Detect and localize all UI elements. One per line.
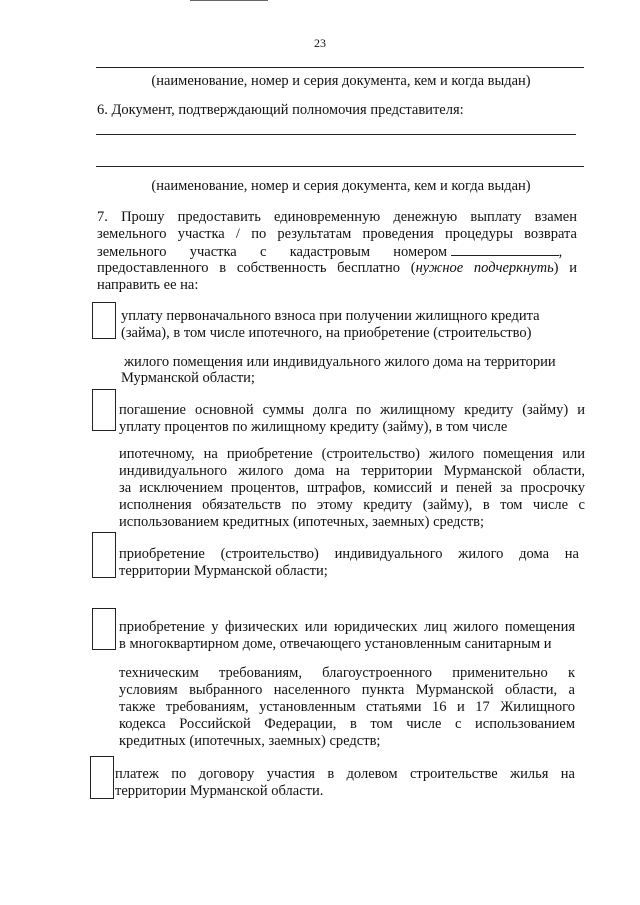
caption-2: (наименование, номер и серия документа, кем и когда выдан) [151,178,531,194]
option-2-line-2: уплату процентов по жилищному кредиту (займу), в том числе [119,419,508,435]
option-5-line-1: платеж по договору участия в долевом строительстве жилья на [115,766,575,782]
cadastral-label: земельного участка с кадастровым номером [97,244,447,260]
option-2-checkbox[interactable] [92,389,116,431]
option-3-line-1: приобретение (строительство) индивидуального жилого дома на [119,546,579,562]
item-7-line-3 [97,243,577,261]
option-5-checkbox[interactable] [90,756,114,799]
option-4-cont-2: условиям выбранного населенного пункта Мурманской области, а [119,682,575,698]
cadastral-number-field[interactable] [451,243,559,256]
page-number: 23 [314,36,326,50]
option-1-line-1: уплату первоначального взноса при получении жилищного кредита [121,308,540,324]
option-2-line-1: погашение основной суммы долга по жилищному кредиту (займу) и [119,402,585,418]
underline-hint: нужное подчеркнуть [415,260,554,276]
option-1-checkbox[interactable] [92,302,116,339]
fill-line-2[interactable] [96,134,576,135]
top-edge-mark [190,0,268,1]
fill-line-1 [96,67,584,68]
caption-1: (наименование, номер и серия документа, кем и когда выдан) [151,73,531,89]
item-7-line-2: земельного участка / по результатам проведения процедуры возврата [97,226,577,242]
option-2-cont-3: за исключением процентов, штрафов, комиссий и пеней за просрочку [119,480,585,496]
item-7-line-4-b: ) и [553,260,577,276]
option-4-cont-5: кредитных (ипотечных, заемных) средств; [119,733,381,749]
option-4-cont-4: кодекса Российской Федерации, в том числе с использованием [119,716,575,732]
option-1-cont-1: жилого помещения или индивидуального жилого дома на территории [124,354,556,370]
option-4-cont-1: техническим требованиям, благоустроенного применительно к [119,665,575,681]
option-5-line-2: территории Мурманской области. [115,783,324,799]
option-2-cont-2: индивидуального жилого дома на территории Мурманской области, [119,463,585,479]
cadastral-comma: , [558,244,563,260]
option-1-cont-2: Мурманской области; [121,370,255,386]
item-7-line-1: 7. Прошу предоставить единовременную денежную выплату взамен [97,209,577,225]
option-2-cont-5: использованием кредитных (ипотечных, заемных) средств; [119,514,485,530]
option-3-line-2: территории Мурманской области; [119,563,328,579]
option-3-checkbox[interactable] [92,532,116,578]
fill-line-3[interactable] [96,166,584,167]
option-2-cont-1: ипотечному, на приобретение (строительство) жилого помещения или [119,446,585,462]
option-4-cont-3: также требованиям, установленным статьями 16 и 17 Жилищного [119,699,575,715]
option-4-checkbox[interactable] [92,608,116,650]
item-6-label: 6. Документ, подтверждающий полномочия представителя: [97,102,464,118]
option-4-line-2: в многоквартирном доме, отвечающего установленным санитарным и [119,636,552,652]
item-7-line-5: направить ее на: [97,277,199,293]
item-7-line-4-a: предоставленного в собственность бесплатно ( [97,260,416,276]
item-7-line-4 [97,260,577,277]
option-1-line-2: (займа), в том числе ипотечного, на приобретение (строительство) [121,325,532,341]
option-4-line-1: приобретение у физических или юридических лиц жилого помещения [119,619,575,635]
option-2-cont-4: исполнения обязательств по этому кредиту (займу), в том числе с [119,497,585,513]
